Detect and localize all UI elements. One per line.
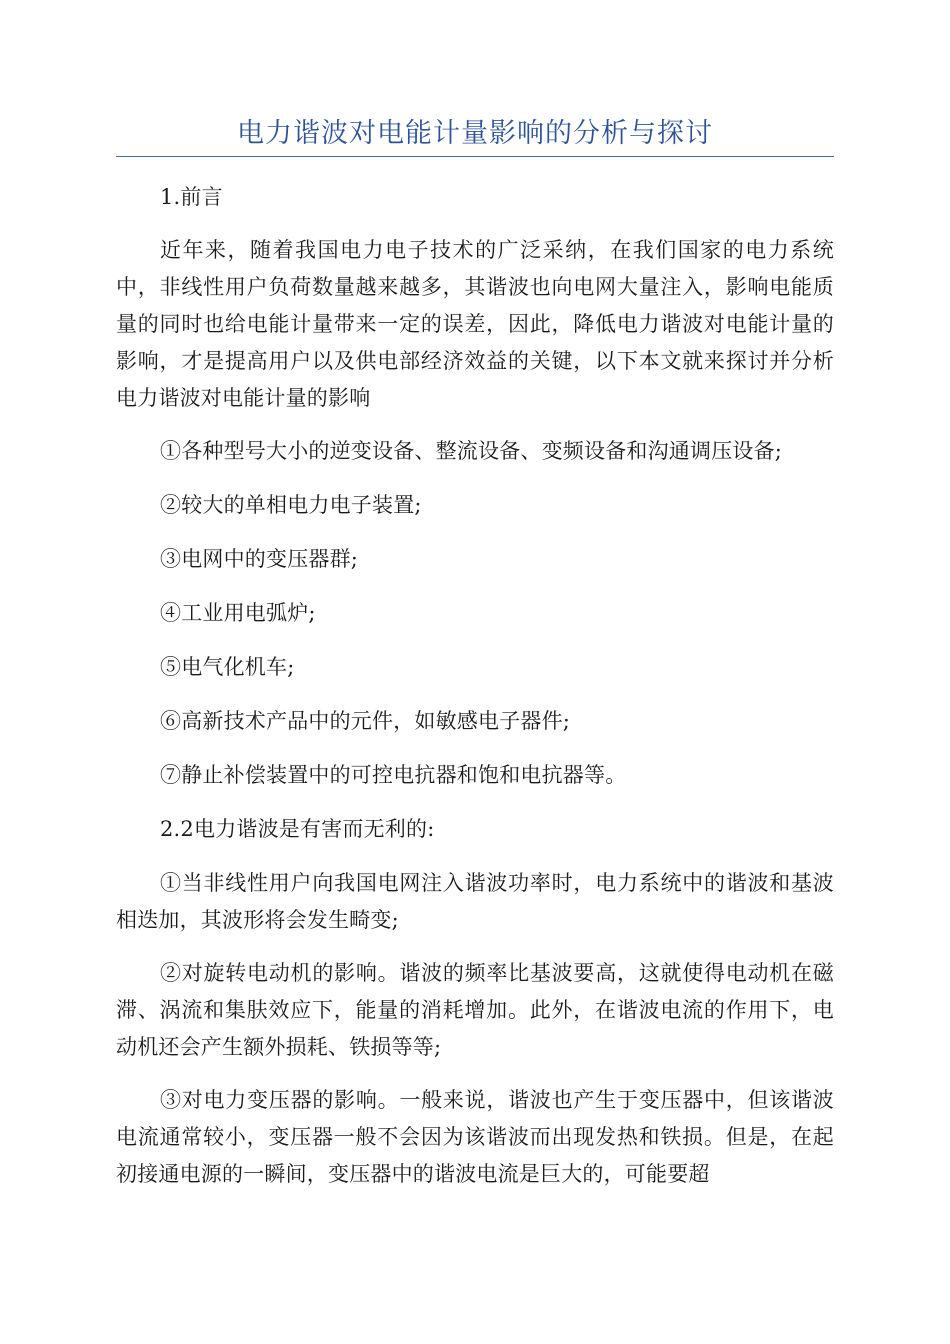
section-heading-intro: 1.前言 xyxy=(160,185,223,209)
list-item: ⑦静止补偿装置中的可控电抗器和饱和电抗器等。 xyxy=(160,763,627,787)
list-item: ③电网中的变压器群; xyxy=(160,547,359,571)
list-item: ⑤电气化机车; xyxy=(160,655,295,679)
list-item: ①各种型号大小的逆变设备、整流设备、变频设备和沟通调压设备; xyxy=(160,439,783,463)
list-item: ④工业用电弧炉; xyxy=(160,601,316,625)
list-item: ⑥高新技术产品中的元件，如敏感电子器件; xyxy=(160,709,571,733)
section-heading-harm: 2.2电力谐波是有害而无利的: xyxy=(160,817,435,841)
document-page xyxy=(116,0,834,1193)
harm-paragraph: ①当非线性用户向我国电网注入谐波功率时，电力系统中的谐波和基波相迭加，其波形将会发生畸变; xyxy=(116,871,834,932)
intro-paragraph: 近年来，随着我国电力电子技术的广泛采纳，在我们国家的电力系统中，非线性用户负荷数量越来越多，其谐波也向电网大量注入，影响电能质量的同时也给电能计量带来一定的误差，因此，降低电力谐波对电能计量的影响，才是提高用户以及供电部经济效益的关键，以下本文就来探讨并分析电力谐波对电能计量的影响 xyxy=(116,238,834,410)
harm-paragraph: ②对旋转电动机的影响。谐波的频率比基波要高，这就使得电动机在磁滞、涡流和集肤效应下，能量的消耗增加。此外，在谐波电流的作用下，电动机还会产生额外损耗、铁损等等; xyxy=(116,961,834,1059)
title-divider xyxy=(116,156,834,157)
list-item: ②较大的单相电力电子装置; xyxy=(160,493,422,517)
document-title: 电力谐波对电能计量影响的分析与探讨 xyxy=(237,118,713,149)
harm-paragraph: ③对电力变压器的影响。一般来说，谐波也产生于变压器中，但该谐波电流通常较小，变压器一般不会因为该谐波而出现发热和铁损。但是，在起初接通电源的一瞬间，变压器中的谐波电流是巨大的，可能要超 xyxy=(116,1088,834,1186)
